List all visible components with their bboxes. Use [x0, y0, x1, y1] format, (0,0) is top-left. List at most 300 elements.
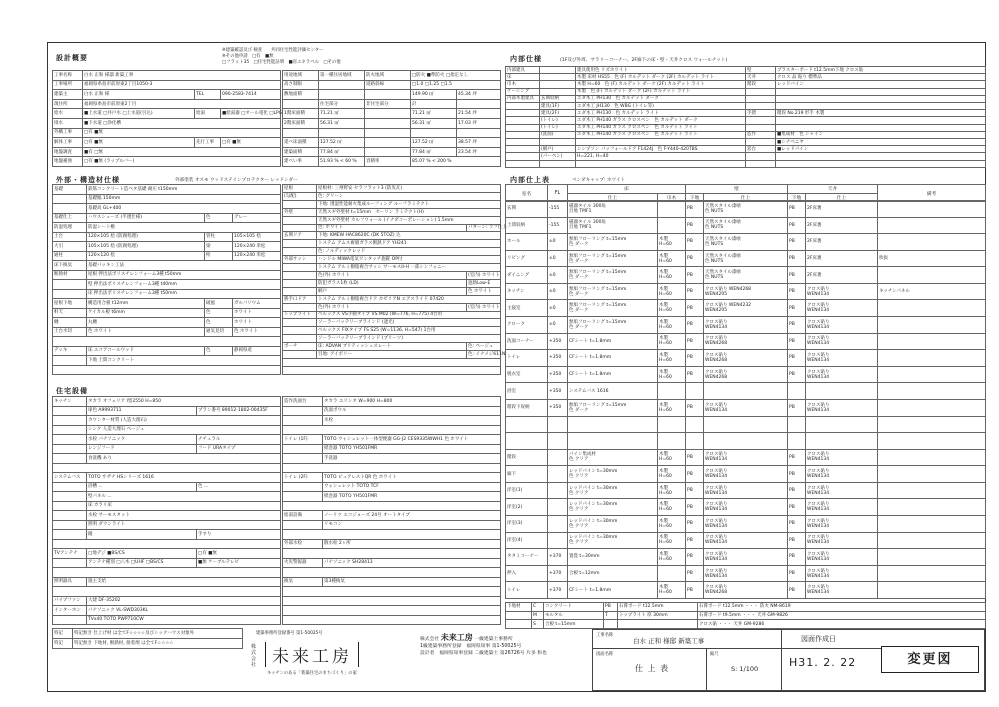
interior-spec-right-table: [745, 66, 986, 168]
application-note: ※建築確認及び 検査 共同住宅性能評価センター: [222, 48, 324, 53]
fin-body-value: 木製 H=60: [658, 399, 686, 416]
application-note: ※その他申請 □有 ■無: [222, 54, 274, 59]
ext-left-row: [53, 308, 281, 318]
ext-left-value: グレー: [233, 213, 281, 223]
fin-body-value: クロス貼り WEN4134: [806, 333, 878, 350]
ov-right-value: 77.84 ㎡: [319, 147, 365, 157]
fin-body-label: 洋室(2): [506, 499, 548, 516]
eq-right-value: リモコン: [323, 520, 501, 530]
fin-body-value: クロス貼り WEN4134: [806, 399, 878, 416]
eq-left-row: [53, 615, 281, 625]
fin-body-value: クロス貼り WEN4134: [704, 449, 788, 466]
base-material-legend: [505, 602, 986, 629]
eq-left-label: [53, 530, 87, 540]
eq-left-label: [53, 587, 281, 597]
header-wall: 壁: [686, 185, 788, 194]
header-note: 備考: [878, 185, 986, 202]
ext-right-value: 下地: 透湿性能耐火集成ルーフィング ルーフラミテクト: [317, 200, 501, 208]
ov-right-value: □1.0 □1.25 □1.5: [411, 80, 501, 90]
ext-left-row: [53, 251, 281, 261]
eq-left-row: [53, 606, 281, 616]
fin-body-value: 木製 H=60: [658, 333, 686, 350]
ext-right-value: (室内) ホワイト: [468, 304, 500, 310]
spec-right-value: ■シナベニヤ: [776, 139, 986, 146]
fin-body-value: PB: [788, 582, 806, 599]
ov-right-value: 計: [411, 99, 457, 109]
fin-body-value: PB: [686, 283, 704, 300]
eq-right-label: 造作洗面台: [283, 397, 323, 407]
fin-body-value: 合板 t=12mm: [568, 565, 658, 582]
eq-right-value: 紙巻器 TOTO YH501FMR: [323, 444, 501, 454]
eq-left-row: [53, 577, 281, 587]
ov-right-grid: [282, 70, 501, 167]
ext-left-value: ガルバリウム: [233, 299, 281, 309]
fin-body-value: PB: [686, 466, 704, 483]
fin-body-value: [788, 433, 806, 450]
ext-left-value: 静岡県産: [233, 346, 281, 356]
ext-left-value: 丸樋: [87, 318, 205, 328]
fin-body-value: [658, 217, 686, 234]
spec-left-value: ユダ木工 JH130 色 WBG (トイレ等): [576, 103, 746, 110]
ov-left-label: 排水: [53, 118, 83, 128]
ext-right-row: [283, 185, 501, 193]
fin-body-value: 磁器タイル 300角 目地 TMF1: [568, 217, 658, 234]
fin-body-value: 2F床裏: [806, 201, 878, 218]
ov-right-row: [283, 157, 501, 167]
ext-right-row: [283, 351, 501, 359]
ext-right-row: [283, 335, 501, 343]
spec-right-label: [746, 117, 776, 124]
ext-left-value: 色 ホワイト: [233, 327, 281, 337]
ext-left-value: 色 ホワイト: [87, 327, 205, 337]
fin-body-value: 木製 H=60: [658, 582, 686, 599]
fin-body-value: CFシート t=1.8mm: [568, 366, 658, 383]
fin-body-row: [506, 399, 986, 416]
fin-body-value: +370: [548, 565, 568, 582]
spec-left-row: [506, 81, 746, 88]
eq-right-row: [283, 511, 501, 521]
ov-right-value: 127.52 ㎡: [411, 138, 457, 148]
spec-right-value: [776, 124, 986, 131]
project-name: 白水 正和 様邸 新築工事: [633, 637, 705, 645]
ov-right-value: 51.93 % < 60 %: [319, 157, 365, 167]
spec-left-value: 建具使用色 リズホワイト: [576, 67, 746, 74]
eq-left-row: [53, 444, 281, 454]
eq-right-value: TOTO ウォシュレット一体型便器 GG-J2 CES9335WWH1 色 ホワイト: [323, 435, 501, 445]
spec-left-label: [506, 153, 540, 160]
eq-left-label: [53, 568, 281, 578]
ext-right-value: ベルックス FIXタイプ FS S25 (W=1136, H=547) 1台用: [317, 327, 501, 335]
ext-right-label: [283, 224, 317, 232]
fin-body-value: PB: [788, 350, 806, 367]
eq-right-label: [283, 454, 323, 464]
fin-body-label: ダイニング: [506, 267, 548, 284]
notes-row: [53, 629, 243, 639]
eq-left-label: 照明器具: [53, 577, 87, 587]
eq-right-value: 第3種換気: [323, 577, 501, 587]
fin-body-label: トイレ: [506, 582, 548, 599]
eq-left-label: キッチン: [53, 397, 87, 407]
ext-left-row: [53, 280, 281, 290]
equipment-right-table: [282, 396, 501, 625]
fin-body-label: 洋室(3): [506, 515, 548, 532]
notes-value: 特記無き 仕上げ材 は全てF☆☆☆☆及びシックハウス対象外: [73, 629, 243, 639]
spec-right-label: [746, 124, 776, 131]
ov-right-row: [283, 118, 501, 128]
fin-body-value: クロス貼り WEN4268: [704, 350, 788, 367]
fin-body-value: PB: [686, 549, 704, 566]
ov-right-value: 149.90 ㎡: [411, 90, 457, 100]
ext-left-value: 鉄筋コンクリート造ベタ基礎 耐圧 t150mm: [87, 185, 281, 195]
fin-body-value: [878, 234, 986, 251]
company-name: 未来工房: [440, 633, 473, 642]
legend-label: [506, 620, 532, 629]
eq-right-label: [283, 520, 323, 530]
ext-right-row: [283, 319, 501, 327]
fin-body-label: 浴室: [506, 383, 548, 400]
ov-right-row: [283, 109, 501, 119]
fin-body-value: 吹抜: [878, 250, 986, 267]
fin-body-value: [878, 499, 986, 516]
header-wall-finish: 仕上: [704, 193, 788, 202]
ext-right-value: 下地: KMEW HAC8620C (DK 5TOZ) 込: [317, 232, 501, 240]
fin-body-value: クロス貼り WEN4268 WEN4205: [704, 283, 788, 300]
company-registration: 1級建築事務所登録 福岡県知事 第1-50025号: [420, 644, 522, 649]
ov-left-row: [53, 99, 281, 109]
ov-left-label: 外構工事: [53, 128, 83, 138]
fin-body-value: -155: [548, 201, 568, 218]
fin-body-value: クロス貼り WEN4134: [806, 283, 878, 300]
spec-left-row: [506, 146, 746, 153]
fin-body-label: 主寝室: [506, 300, 548, 317]
eq-right-value: ウォシュレット TOTO TCF: [323, 482, 501, 492]
exterior-table: [282, 184, 507, 375]
eq-left-row: [53, 416, 281, 426]
fin-body-value: [878, 549, 986, 566]
fin-body-value: 木製 H=60: [658, 499, 686, 516]
ov-right-value: 38.57 坪: [457, 138, 501, 148]
ext-left-label: デッキ: [53, 346, 87, 356]
ext-right-value: 色: ホワイト: [317, 224, 467, 232]
fin-body-value: [548, 449, 568, 466]
eq-left-value: タカラ オフェリア I型2550 H=850: [87, 397, 281, 407]
spec-left-label: 内部木製建具: [506, 95, 540, 102]
spec-left-value: 木製 床材 HS55 色 (F) カルデット ダーク (2F) カルデット ライト: [576, 74, 746, 81]
eq-left-value: 手すり: [197, 530, 281, 540]
spec-left-value: (トイレ): [540, 117, 576, 124]
fin-body-label: 玄関: [506, 201, 548, 218]
ext-left-row: [53, 365, 281, 375]
fin-body-value: 木製 H=60: [658, 515, 686, 532]
ext-left-value: ハウスシューズ (半透仕様): [87, 213, 205, 223]
eq-right-row: [283, 501, 501, 511]
fin-body-value: [658, 565, 686, 582]
eq-left-label: [53, 482, 87, 492]
ov-right-value: [365, 128, 411, 138]
eq-right-label: 給湯設備: [283, 511, 323, 521]
ov-left-value: 先行工事: [195, 138, 221, 148]
ext-right-label: [283, 216, 317, 224]
ext-right-value: ソーラーバッテリーブラインド (プリーツ): [317, 335, 501, 343]
fin-body-value: -155: [548, 217, 568, 234]
eq-right-label: [283, 606, 501, 616]
legend-label: [506, 611, 532, 620]
header-baseboard: 巾木: [658, 193, 686, 202]
eq-left-value: 食洗機 あり: [87, 454, 281, 464]
ext-left-row: [53, 194, 281, 204]
fin-body-value: [878, 333, 986, 350]
ext-right-label: [283, 240, 317, 248]
fin-body-value: PB: [686, 350, 704, 367]
fin-body-value: 無垢フローリング t=15mm 色 ダーク: [568, 234, 658, 251]
spec-right-value: [776, 95, 986, 102]
ext-left-row: [53, 270, 281, 280]
fin-body-value: ±0: [548, 300, 568, 317]
spec-left-value: (パーペン): [540, 153, 576, 160]
fin-body-value: クロス貼り WEN4268: [704, 582, 788, 599]
fin-body-value: PB: [686, 449, 704, 466]
header-fl: FL: [548, 185, 568, 202]
ov-left-row: [53, 118, 281, 128]
ext-left-value: 床 押出法ポリスチレンフォーム3種 t50mm: [87, 289, 281, 299]
ext-right-value: トステム アルミ樹脂複合サッシ サーモスII-H 一部シンフォニー: [317, 264, 501, 272]
fin-body-value: [878, 532, 986, 549]
structure-table: [52, 184, 281, 375]
eq-right-label: [283, 482, 323, 492]
company-logo: [245, 636, 415, 688]
ext-left-value: 通気見切: [205, 327, 233, 337]
ov-right-value: 23.54 坪: [457, 147, 501, 157]
fin-body-value: クロス貼り WEN4134: [806, 300, 878, 317]
spec-left-row: [506, 103, 746, 110]
ext-left-value: 基礎パッキン工法: [87, 261, 281, 271]
designer-info: 設計者 福岡県知事登録 二級建築士 第26726号 片多 和也: [420, 651, 547, 656]
ext-left-value: 基礎高 GL+400: [87, 204, 281, 214]
ov-right-value: [319, 128, 365, 138]
eq-left-label: [53, 435, 87, 445]
ov-left-value: ■給湯器 □オール電化 □LPG: [221, 109, 281, 119]
ov-right-row: [283, 99, 501, 109]
fin-body-label: 洋室(4): [506, 532, 548, 549]
scale-value: S: 1/100: [731, 665, 759, 673]
spec-right-row: [746, 124, 986, 131]
fin-body-value: +350: [548, 399, 568, 416]
fin-body-value: クロス貼り WEN4134: [806, 499, 878, 516]
fin-body-label: 土間収納: [506, 217, 548, 234]
ov-left-row: [53, 71, 281, 81]
notes-value: 特記無き 下地材, 断熱材, 接着剤 は全てF☆☆☆☆: [73, 639, 243, 649]
fin-body-label: 階段下収納: [506, 399, 548, 416]
fin-body-value: 2F床裏: [806, 234, 878, 251]
spec-right-value: 階段 No.219 形手 木製: [776, 110, 986, 117]
eq-right-label: [283, 596, 501, 606]
fin-body-value: クロス貼り WEN4134: [806, 482, 878, 499]
logo-tagline: キッチンのある「新築住宅のまちづくり」の家: [267, 671, 357, 676]
fin-body-value: [658, 383, 686, 400]
fin-body-value: [878, 300, 986, 317]
fin-body-value: レッドパイン t=30mm 色 クリア: [568, 532, 658, 549]
fin-body-value: PB: [686, 515, 704, 532]
spec-left-value: [540, 74, 576, 81]
ov-left-row: [53, 157, 281, 167]
fin-body-value: PB: [788, 283, 806, 300]
finish-table-subtitle: ペンダキャップ: ホワイト: [572, 178, 626, 183]
fin-body-value: PB: [788, 300, 806, 317]
eq-left-label: [53, 463, 281, 473]
equipment-left-table: [52, 396, 281, 625]
fin-body-value: 置畳 t=30mm: [568, 549, 658, 566]
ext-right-row: [283, 271, 501, 279]
fin-body-value: クロス貼り WEN4134: [806, 449, 878, 466]
fin-body-label: [506, 416, 548, 433]
ext-left-row: [53, 318, 281, 328]
eq-left-label: [53, 444, 87, 454]
fin-body-value: レッドパイン t=30mm 色 クリア: [568, 482, 658, 499]
fin-body-value: PB: [788, 317, 806, 334]
ov-left-value: 福岡県糸島市前原東2丁目: [83, 99, 281, 109]
drawing-name: 仕 上 表: [635, 664, 670, 673]
eq-left-value: アンテナ種別 □八木 □UHF □BS/CS: [87, 558, 197, 568]
eq-right-row: [283, 397, 501, 407]
fin-body-value: ±0: [548, 250, 568, 267]
spec-left-value: [576, 160, 746, 167]
fin-body-value: 無垢フローリング t=15mm 色 ダーク: [568, 283, 658, 300]
fin-body-value: [568, 433, 658, 450]
ext-right-label: 玄関ドア: [283, 232, 317, 240]
fin-body-value: クロス貼り WEN4134: [806, 366, 878, 383]
ext-right-row: [283, 240, 501, 248]
fin-body-row: [506, 283, 986, 300]
spec-left-value: 建具(2F): [540, 110, 576, 117]
ext-right-value: 色: グリーン: [317, 192, 501, 200]
eq-left-row: [53, 492, 281, 502]
ext-right-value: トステム アムス複層ガラス断熱ドア YH241: [317, 240, 501, 248]
fin-body-value: PB: [788, 499, 806, 516]
fin-body-value: 天然スタイル漆喰 色 NUTS: [704, 201, 788, 218]
spec-right-label: [746, 103, 776, 110]
ext-right-row: [283, 224, 501, 232]
fin-body-value: [878, 201, 986, 218]
legend-grid: [505, 602, 986, 629]
spec-left-label: [506, 117, 540, 124]
notes-grid: [52, 628, 243, 649]
fin-body-value: 木製 H=60: [658, 350, 686, 367]
interior-spec-title: 内部仕様: [510, 55, 542, 63]
application-notes: [222, 48, 341, 66]
eq-left-label: [53, 454, 87, 464]
spec-right-value: クロス 品 貼り 標準品: [776, 74, 986, 81]
eq-right-label: [283, 444, 323, 454]
ext-left-label: 断熱材: [53, 270, 87, 280]
fin-body-value: PB: [686, 499, 704, 516]
ext-left-row: [53, 232, 281, 242]
ext-left-label: 基礎仕上: [53, 213, 87, 223]
fin-body-row: [506, 466, 986, 483]
fin-body-value: 木製 H=60: [658, 549, 686, 566]
eq-right-row: [283, 454, 501, 464]
legend-row: [506, 620, 986, 629]
ov-right-row: [283, 138, 501, 148]
fin-body-value: キッチンパネル: [878, 283, 986, 300]
fin-body-value: [548, 499, 568, 516]
ext-left-label: [53, 289, 87, 299]
fin-body-value: 天然スタイル漆喰 色 NUTS: [704, 234, 788, 251]
fin-body-value: 木製 H=60: [658, 250, 686, 267]
eq-right-label: [283, 501, 501, 511]
fin-body-row: [506, 449, 986, 466]
legend-value: コンクリート: [544, 603, 604, 612]
eq-right-row: [283, 530, 501, 540]
ext-right-value: 遮熱Low-E: [467, 279, 501, 287]
ov-left-label: 現住所: [53, 99, 83, 109]
eq-right-label: [283, 416, 323, 426]
fin-body-value: PB: [788, 565, 806, 582]
fin-body-value: PB: [788, 217, 806, 234]
fin-body-value: PB: [788, 466, 806, 483]
eq-right-label: [283, 530, 501, 540]
spec-left-value: ユダ木工 PH140 ガラス クロスペン 色 カルデット ライト: [576, 131, 746, 138]
ov-left-label: 解体工事: [53, 138, 83, 148]
legend-value: 石膏ボード t12.5mm ・・・ 防火 NM-8619: [698, 603, 986, 612]
ov-right-value: 防火地域: [365, 71, 411, 81]
eq-left-label: パイプファン: [53, 596, 87, 606]
spec-left-label: ケーシング: [506, 88, 540, 95]
eq-right-value: 洗面ボウル: [323, 406, 501, 416]
special-notes: [52, 628, 243, 649]
eq-right-row: [283, 539, 501, 549]
ov-left-value: ■上水道 □井戸水 □上水道(引込): [83, 109, 195, 119]
fin-body-row: [506, 350, 986, 367]
fin-body-value: クロス貼り WEN4134: [704, 532, 788, 549]
eq-right-row: [283, 606, 501, 616]
spec-left-value: [540, 67, 576, 74]
ov-right-value: 56.31 ㎡: [319, 118, 365, 128]
fin-body-label: 廊下: [506, 466, 548, 483]
fin-body-value: PB: [686, 582, 704, 599]
fin-body-value: 木製 H=60: [658, 532, 686, 549]
eq-left-row: [53, 596, 281, 606]
ext-left-value: ホワイト: [233, 318, 281, 328]
ov-right-value: 非住宅部分: [365, 99, 411, 109]
office-registration: 建築事務所登録番号 第1-50025号: [256, 631, 323, 636]
ov-right-value: 容積率: [365, 157, 411, 167]
fin-body-value: レッドパイン t=30mm 色 クリア: [568, 515, 658, 532]
ov-right-value: [411, 128, 457, 138]
fin-body-value: [788, 416, 806, 433]
ov-left-row: [53, 147, 281, 157]
fin-body-value: [878, 582, 986, 599]
ov-left-row: [53, 128, 281, 138]
spec-left-value: [540, 160, 576, 167]
fin-body-value: [658, 201, 686, 218]
eq-left-row: [53, 549, 281, 559]
date-label: 図面作成日: [801, 635, 836, 643]
spec-right-value: [776, 160, 986, 167]
eq-left-value: フード URAタイプ: [197, 444, 281, 454]
spec-left-value: [540, 88, 576, 95]
fin-body-value: PB: [788, 250, 806, 267]
eq-right-label: 火災警報器: [283, 558, 323, 568]
ov-right-label: 2階床面積: [283, 118, 319, 128]
fin-body-value: ±0: [548, 267, 568, 284]
fin-body-label: タタミコーナー: [506, 549, 548, 566]
ext-left-row: [53, 337, 281, 347]
ext-right-label: [283, 264, 317, 272]
eq-left-grid: [52, 396, 281, 625]
fin-body-value: PB: [686, 399, 704, 416]
ext-left-row: [53, 204, 281, 214]
ov-left-label: 地盤補強: [53, 157, 83, 167]
